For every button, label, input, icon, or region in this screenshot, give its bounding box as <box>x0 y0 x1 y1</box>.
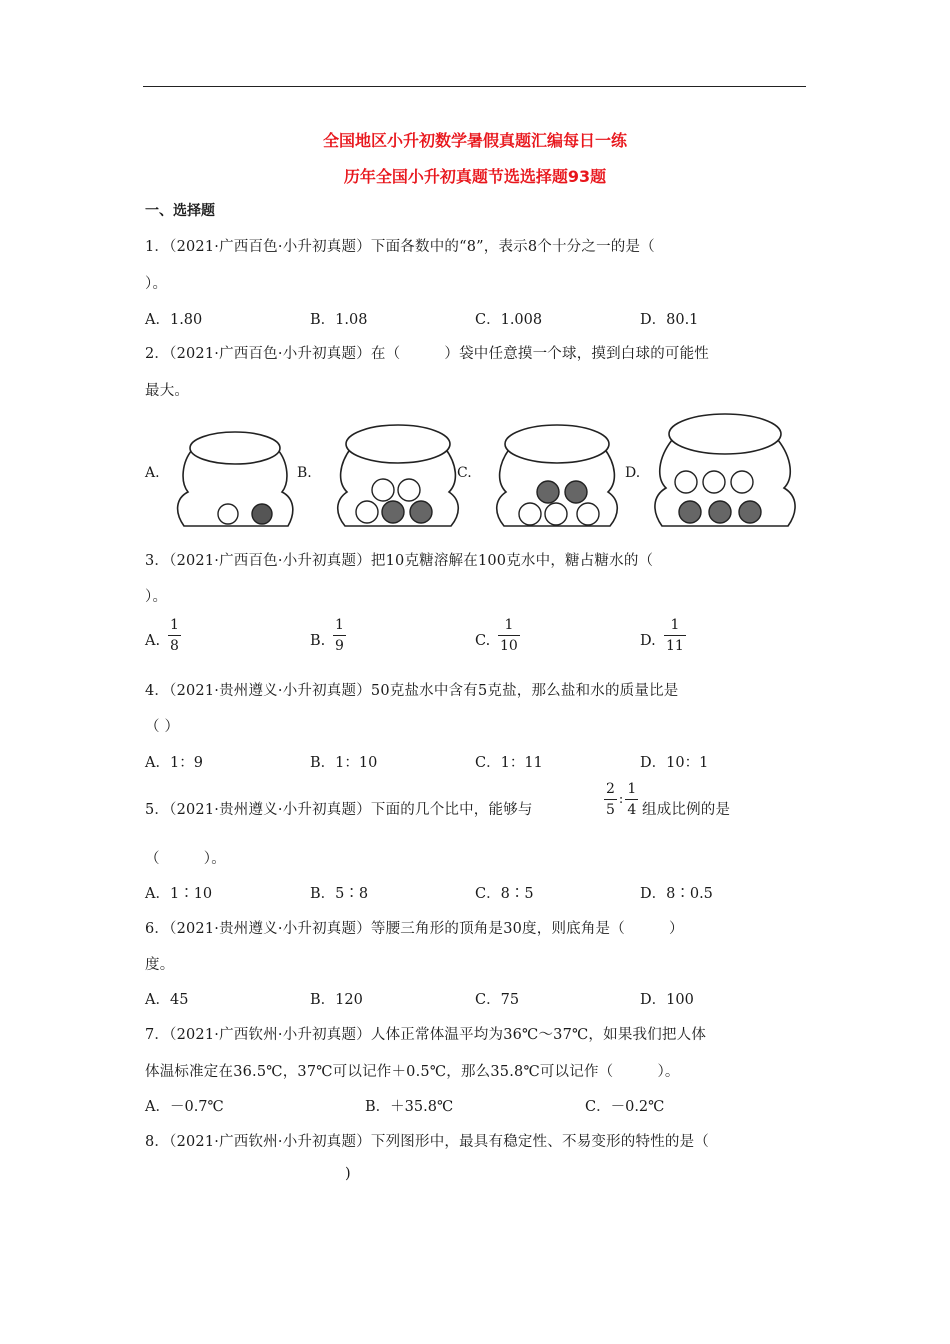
bag-c-dark-ball <box>565 481 587 503</box>
fraction-denominator: 10 <box>498 635 520 653</box>
q6-option-a[interactable]: A．45 <box>145 992 189 1008</box>
q4-option-a[interactable]: A．1：9 <box>145 755 203 771</box>
q2-stem-line1: 2．（2021·广西百色·小升初真题）在（ ）袋中任意摸一个球，摸到白球的可能性 <box>145 346 709 362</box>
q5-option-a[interactable]: A．1∶10 <box>145 886 213 902</box>
q2-option-c-label[interactable]: C. <box>457 465 472 481</box>
bag-a-mouth <box>190 432 280 464</box>
q4-stem-line1: 4．（2021·贵州遵义·小升初真题）50克盐水中含有5克盐，那么盐和水的质量比是 <box>145 683 679 699</box>
q2-bag-d-image[interactable] <box>650 410 800 530</box>
bag-b-white-ball <box>372 479 394 501</box>
q3-option-b-letter[interactable]: B. <box>310 633 326 649</box>
q3-option-c-fraction[interactable] <box>498 618 520 653</box>
q8-stem-line2: ) <box>345 1166 351 1182</box>
q4-option-b[interactable]: B．1：10 <box>310 755 378 771</box>
q1-option-a[interactable]: A．1.80 <box>145 312 203 328</box>
q7-option-b[interactable]: B．＋35.8℃ <box>365 1099 454 1115</box>
fraction-denominator: 11 <box>664 635 686 653</box>
bag-a-dark-ball <box>252 504 272 524</box>
q5-stem-after: 组成比例的是 <box>642 802 731 818</box>
q2-option-b-label[interactable]: B. <box>297 465 312 481</box>
q4-stem-line2: （ ） <box>145 719 180 735</box>
q1-option-d[interactable]: D．80.1 <box>640 312 699 328</box>
q6-option-d[interactable]: D．100 <box>640 992 694 1008</box>
bag-d-dark-ball <box>679 501 701 523</box>
q7-stem-line2: 体温标准定在36.5℃，37℃可以记作＋0.5℃，那么35.8℃可以记作（ ）。 <box>145 1064 680 1080</box>
fraction-numerator: 1 <box>627 781 637 797</box>
fraction-numerator: 1 <box>504 617 514 633</box>
q4-option-c[interactable]: C．1：11 <box>475 755 543 771</box>
q1-stem-line1: 1．（2021·广西百色·小升初真题）下面各数中的“8”，表示8个十分之一的是（ <box>145 239 655 255</box>
bag-b-dark-ball <box>410 501 432 523</box>
q5-option-c[interactable]: C．8∶5 <box>475 886 534 902</box>
fraction-denominator: 4 <box>625 799 638 817</box>
ratio-colon: : <box>618 792 624 807</box>
q6-option-b[interactable]: B．120 <box>310 992 363 1008</box>
bag-c-white-ball <box>545 503 567 525</box>
q2-stem-line2: 最大。 <box>145 383 190 399</box>
q5-ratio-second-fraction <box>625 782 638 817</box>
q7-option-c[interactable]: C．－0.2℃ <box>585 1099 665 1115</box>
q3-option-d-fraction[interactable] <box>664 618 686 653</box>
bag-c-white-ball <box>519 503 541 525</box>
q1-option-b[interactable]: B．1.08 <box>310 312 368 328</box>
q4-option-d[interactable]: D．10：1 <box>640 755 709 771</box>
q3-option-a-fraction[interactable] <box>168 618 181 653</box>
bag-b-white-ball <box>398 479 420 501</box>
q6-stem-line2: 度。 <box>145 957 175 973</box>
bag-d-white-ball <box>675 471 697 493</box>
q2-bag-c-image[interactable] <box>492 418 622 530</box>
q2-option-a-label[interactable]: A. <box>145 465 160 481</box>
document-title: 全国地区小升初数学暑假真题汇编每日一练 <box>322 131 627 150</box>
document-subtitle: 历年全国小升初真题节选选择题93题 <box>343 167 607 186</box>
q3-option-d-letter[interactable]: D. <box>640 633 656 649</box>
q8-stem-line1: 8．（2021·广西钦州·小升初真题）下列图形中，最具有稳定性、不易变形的特性的是（ <box>145 1134 709 1150</box>
q5-ratio-expression <box>604 782 638 817</box>
q7-stem-line1: 7．（2021·广西钦州·小升初真题）人体正常体温平均为36℃～37℃，如果我们把人体 <box>145 1027 707 1043</box>
bag-b-white-ball <box>356 501 378 523</box>
q3-option-c-letter[interactable]: C. <box>475 633 491 649</box>
q2-bag-a-image[interactable] <box>170 420 300 530</box>
fraction-numerator: 1 <box>170 617 179 633</box>
bag-d-dark-ball <box>739 501 761 523</box>
section-heading: 一、选择题 <box>145 203 215 219</box>
bag-c-white-ball <box>577 503 599 525</box>
q2-bag-b-image[interactable] <box>333 418 463 530</box>
bag-c-dark-ball <box>537 481 559 503</box>
q1-option-c[interactable]: C．1.008 <box>475 312 543 328</box>
bag-d-white-ball <box>703 471 725 493</box>
q3-option-a-letter[interactable]: A. <box>145 633 161 649</box>
q2-option-d-label[interactable]: D. <box>625 465 641 481</box>
header-rule <box>143 86 806 87</box>
q7-option-a[interactable]: A．－0.7℃ <box>145 1099 224 1115</box>
q5-stem-line2: （ ）。 <box>145 851 226 867</box>
q3-stem-line2: ）。 <box>145 589 168 605</box>
q5-option-b[interactable]: B．5∶8 <box>310 886 369 902</box>
q5-ratio-first-fraction <box>604 782 617 817</box>
bag-b-dark-ball <box>382 501 404 523</box>
bag-d-white-ball <box>731 471 753 493</box>
fraction-denominator: 5 <box>604 799 617 817</box>
bag-d-dark-ball <box>709 501 731 523</box>
q5-option-d[interactable]: D．8∶0.5 <box>640 886 713 902</box>
q3-option-b-fraction[interactable] <box>333 618 346 653</box>
fraction-denominator: 8 <box>168 635 181 653</box>
bag-a-white-ball <box>218 504 238 524</box>
fraction-numerator: 1 <box>335 617 344 633</box>
q6-stem-line1: 6．（2021·贵州遵义·小升初真题）等腰三角形的顶角是30度，则底角是（ ） <box>145 921 684 937</box>
q6-option-c[interactable]: C．75 <box>475 992 520 1008</box>
q5-stem-before: 5．（2021·贵州遵义·小升初真题）下面的几个比中，能够与 <box>145 802 533 818</box>
q1-stem-line2: ）。 <box>145 276 168 292</box>
q3-stem-line1: 3．（2021·广西百色·小升初真题）把10克糖溶解在100克水中，糖占糖水的（ <box>145 553 654 569</box>
fraction-numerator: 1 <box>670 617 680 633</box>
fraction-denominator: 9 <box>333 635 346 653</box>
fraction-numerator: 2 <box>606 781 615 797</box>
